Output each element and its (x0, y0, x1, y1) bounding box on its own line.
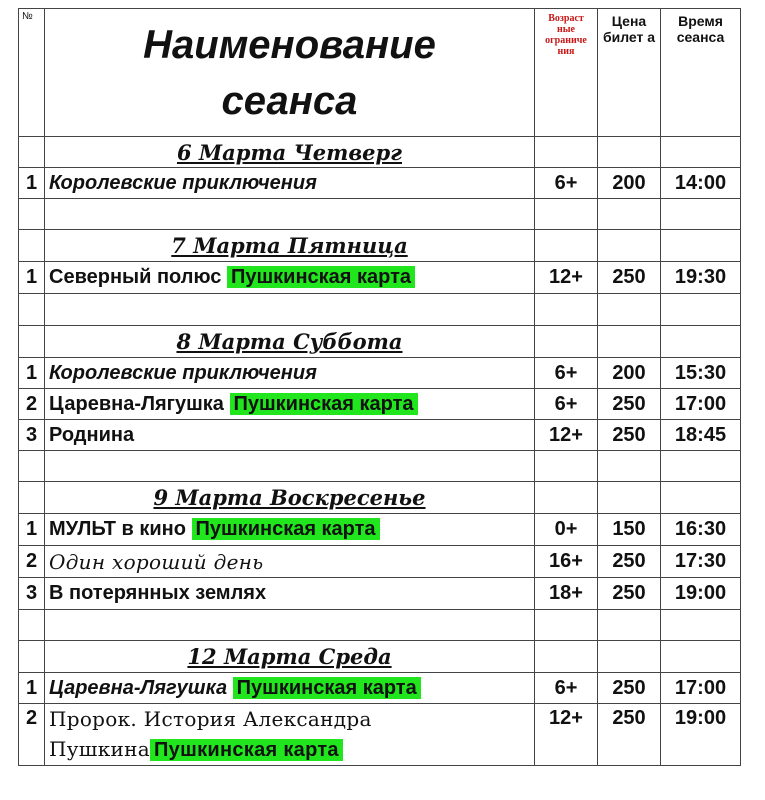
session-number: 3 (19, 420, 45, 451)
day-row (19, 482, 741, 514)
session-price: 250 (598, 578, 661, 610)
day-label: 6 Марта Четверг (45, 137, 535, 168)
session-price: 250 (598, 262, 661, 294)
schedule-table (18, 8, 741, 766)
session-age: 18+ (535, 578, 598, 610)
header-title (45, 9, 535, 137)
header-title-line2: сеанса (221, 78, 358, 123)
spacer-row (19, 610, 741, 641)
session-row (19, 168, 741, 199)
session-price: 250 (598, 546, 661, 578)
header-title-line1: Наименование (143, 22, 436, 67)
header-number: № (19, 9, 45, 137)
session-price: 250 (598, 420, 661, 451)
header-price: Цена билет а (598, 9, 661, 137)
session-number: 1 (19, 262, 45, 294)
pushkin-card-badge: Пушкинская карта (227, 266, 415, 288)
session-row (19, 704, 741, 766)
session-number: 2 (19, 389, 45, 420)
header-time: Время сеанса (661, 9, 741, 137)
day-label: 8 Марта Суббота (45, 326, 535, 358)
session-number: 2 (19, 704, 45, 766)
session-row (19, 420, 741, 451)
pushkin-card-badge: Пушкинская карта (192, 518, 380, 540)
session-time: 14:00 (661, 168, 741, 199)
pushkin-card-badge: Пушкинская карта (233, 677, 421, 699)
session-title: Королевские приключения (45, 168, 535, 199)
session-title: Пророк. История Александра Пушкина Пушкинская карта (45, 704, 535, 766)
spacer-row (19, 294, 741, 326)
pushkin-card-badge: Пушкинская карта (230, 393, 418, 415)
day-label: 9 Марта Воскресенье (45, 482, 535, 514)
session-title: Царевна-Лягушка Пушкинская карта (45, 389, 535, 420)
session-number: 1 (19, 673, 45, 704)
session-age: 12+ (535, 704, 598, 766)
session-age: 16+ (535, 546, 598, 578)
session-row (19, 673, 741, 704)
session-time: 18:45 (661, 420, 741, 451)
session-time: 16:30 (661, 514, 741, 546)
header-row (19, 9, 741, 137)
spacer-row (19, 451, 741, 482)
session-age: 0+ (535, 514, 598, 546)
header-age-limit: Возраст ные ограниче ния (535, 9, 598, 137)
session-row (19, 389, 741, 420)
session-title: Северный полюс Пушкинская карта (45, 262, 535, 294)
session-number: 2 (19, 546, 45, 578)
session-age: 6+ (535, 673, 598, 704)
session-age: 12+ (535, 262, 598, 294)
session-title: В потерянных землях (45, 578, 535, 610)
session-price: 150 (598, 514, 661, 546)
session-title: Роднина (45, 420, 535, 451)
session-time: 17:00 (661, 673, 741, 704)
session-time: 19:30 (661, 262, 741, 294)
session-time: 15:30 (661, 358, 741, 389)
session-number: 1 (19, 514, 45, 546)
session-row (19, 514, 741, 546)
session-title: Один хороший день (45, 546, 535, 578)
session-title: Царевна-Лягушка Пушкинская карта (45, 673, 535, 704)
day-label: 12 Марта Среда (45, 641, 535, 673)
session-row (19, 546, 741, 578)
session-age: 6+ (535, 358, 598, 389)
session-price: 200 (598, 168, 661, 199)
day-row (19, 137, 741, 168)
day-label: 7 Марта Пятница (45, 230, 535, 262)
session-price: 250 (598, 704, 661, 766)
session-row (19, 358, 741, 389)
session-time: 17:30 (661, 546, 741, 578)
session-age: 6+ (535, 389, 598, 420)
session-time: 19:00 (661, 704, 741, 766)
session-age: 12+ (535, 420, 598, 451)
session-title: Королевские приключения (45, 358, 535, 389)
day-row (19, 641, 741, 673)
session-number: 3 (19, 578, 45, 610)
session-number: 1 (19, 168, 45, 199)
session-row (19, 262, 741, 294)
session-row (19, 578, 741, 610)
session-price: 250 (598, 389, 661, 420)
session-number: 1 (19, 358, 45, 389)
day-row (19, 230, 741, 262)
session-price: 200 (598, 358, 661, 389)
session-price: 250 (598, 673, 661, 704)
session-title: МУЛЬТ в кино Пушкинская карта (45, 514, 535, 546)
session-time: 17:00 (661, 389, 741, 420)
day-row (19, 326, 741, 358)
session-time: 19:00 (661, 578, 741, 610)
session-age: 6+ (535, 168, 598, 199)
pushkin-card-badge: Пушкинская карта (150, 739, 343, 761)
spacer-row (19, 199, 741, 230)
